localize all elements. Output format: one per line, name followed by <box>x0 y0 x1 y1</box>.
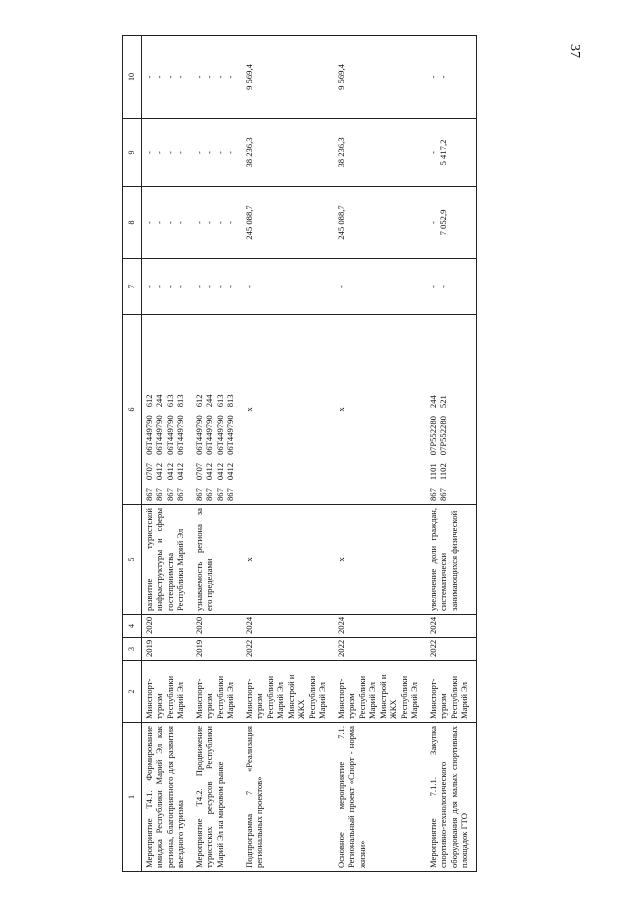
col7-values: - - - - <box>142 259 192 315</box>
col-header: 9 <box>123 119 142 187</box>
expected-result: х <box>242 505 334 615</box>
grbs-code: 867 <box>225 488 236 501</box>
event-title: Мероприятие 7.1.1. Закупка спортивно-технологического оборудования для малых спортивных площадок ГТО <box>426 723 476 872</box>
vr-code: 612 <box>144 394 154 408</box>
end-year: 2024 <box>242 615 334 638</box>
start-year: 2022 <box>334 638 426 661</box>
grbs-code: 867 <box>175 488 186 501</box>
grbs-code: 867 <box>214 488 225 501</box>
rzpr-code: 0412 <box>154 462 165 481</box>
vr-code: 613 <box>164 394 175 408</box>
expected-result: узнаваемость региона за его пределами <box>192 505 242 615</box>
col-header: 2 <box>123 661 142 723</box>
col10-values: - - <box>426 36 476 119</box>
csr-code: 07P552280 <box>427 416 438 456</box>
rzpr-code: 0707 <box>144 462 154 481</box>
col10-values: - - - - <box>192 36 242 119</box>
rzpr-code: 0412 <box>225 462 236 481</box>
csr-code: 06T449790 <box>225 415 236 455</box>
end-year: 2020 <box>142 615 192 638</box>
grbs-code: 867 <box>204 488 215 501</box>
expected-result: х <box>334 505 426 615</box>
grbs-code: 867 <box>154 488 165 501</box>
vr-code: 813 <box>175 394 186 408</box>
col9-values: - 5 417,2 <box>426 119 476 187</box>
rzpr-code: 0412 <box>164 462 175 481</box>
event-title: Мероприятие T4.1. Формирование имиджа Республики Марий Эл как региона, благоприятного для развития въездного туризма <box>142 723 192 872</box>
rzpr-code: 0707 <box>193 462 204 481</box>
csr-code: 06T449790 <box>175 415 186 455</box>
rzpr-code: 0412 <box>214 462 225 481</box>
col8-value: 245 088,7 <box>242 187 334 259</box>
responsible-org: Минспорт-туризм Республики Марий Эл <box>426 661 476 723</box>
csr-code: 06T449790 <box>144 415 154 455</box>
rotated-table-area <box>122 36 638 872</box>
page-number: 37 <box>567 44 582 58</box>
start-year: 2019 <box>142 638 192 661</box>
start-year: 2022 <box>426 638 476 661</box>
subprogram-title: Подпрограмма 7 «Реализация региональных проектов» <box>242 723 334 872</box>
grbs-code: 867 <box>438 488 449 501</box>
budget-codes: х <box>242 315 334 505</box>
column-number-row <box>123 36 142 872</box>
grbs-code: 867 <box>193 488 204 501</box>
col-header: 4 <box>123 615 142 638</box>
grbs-code: 867 <box>144 488 154 501</box>
rzpr-code: 1101 <box>427 463 438 481</box>
vr-code: 244 <box>204 394 215 408</box>
col10-value: 9 569,4 <box>334 36 426 119</box>
col8-values: - - - - <box>192 187 242 259</box>
col9-value: 38 236,3 <box>334 119 426 187</box>
rzpr-code: 0412 <box>175 462 186 481</box>
budget-table <box>122 35 477 872</box>
vr-code: 813 <box>225 394 236 408</box>
rzpr-code: 0412 <box>204 462 215 481</box>
vr-code: 613 <box>214 394 225 408</box>
col7-values: - - <box>426 259 476 315</box>
budget-codes <box>426 315 476 505</box>
responsible-org: Минспорт-туризм Республики Марий Эл <box>192 661 242 723</box>
col8-values: - 7 052,9 <box>426 187 476 259</box>
col8-value: 245 088,7 <box>334 187 426 259</box>
expected-result: развитие туристской инфраструктуры и сферы гостеприимства Республики Марий Эл <box>142 505 192 615</box>
col-header: 10 <box>123 36 142 119</box>
col9-value: 38 236,3 <box>242 119 334 187</box>
vr-code: 521 <box>438 395 449 409</box>
start-year: 2022 <box>242 638 334 661</box>
vr-code: 244 <box>427 395 438 409</box>
end-year: 2024 <box>334 615 426 638</box>
end-year: 2024 <box>426 615 476 638</box>
csr-code: 06T449790 <box>204 415 215 455</box>
col-header: 6 <box>123 315 142 505</box>
table-row <box>426 36 476 872</box>
budget-codes <box>192 315 242 505</box>
col10-value: 9 569,4 <box>242 36 334 119</box>
csr-code: 06T449790 <box>193 415 204 455</box>
csr-code: 06T449790 <box>164 415 175 455</box>
csr-code: 07P552280 <box>438 416 449 456</box>
vr-code: 612 <box>193 394 204 408</box>
grbs-code: 867 <box>427 488 438 501</box>
table-row <box>142 36 192 872</box>
col-header: 1 <box>123 723 142 872</box>
col9-values: - - - - <box>142 119 192 187</box>
table-row <box>334 36 426 872</box>
rzpr-code: 1102 <box>438 463 449 481</box>
event-title: Мероприятие T4.2. Продвижение туристских ресурсов Республики Марий Эл на мировом рынке <box>192 723 242 872</box>
col-header: 7 <box>123 259 142 315</box>
col7-value: - <box>334 259 426 315</box>
col7-value: - <box>242 259 334 315</box>
grbs-code: 867 <box>164 488 175 501</box>
responsible-org: Минспорт-туризм Республики Марий Эл Минстрой и ЖКХ Республики Марий Эл <box>242 661 334 723</box>
budget-codes <box>142 315 192 505</box>
end-year: 2020 <box>192 615 242 638</box>
start-year: 2019 <box>192 638 242 661</box>
csr-code: 06T449790 <box>154 415 165 455</box>
col10-values: - - - - <box>142 36 192 119</box>
col7-values: - - - - <box>192 259 242 315</box>
vr-code: 244 <box>154 394 165 408</box>
budget-codes: х <box>334 315 426 505</box>
expected-result: увеличение доли граждан, систематически занимающихся физической <box>426 505 476 615</box>
col-header: 5 <box>123 505 142 615</box>
responsible-org: Минспорт-туризм Республики Марий Эл Минстрой и ЖКХ Республики Марий Эл <box>334 661 426 723</box>
csr-code: 06T449790 <box>214 415 225 455</box>
col-header: 8 <box>123 187 142 259</box>
responsible-org: Минспорт-туризм Республики Марий Эл <box>142 661 192 723</box>
col8-values: - - - - <box>142 187 192 259</box>
col-header: 3 <box>123 638 142 661</box>
table-row <box>192 36 242 872</box>
table-row <box>242 36 334 872</box>
main-event-title: Основное мероприятие 7.1. Региональный проект «Спорт - норма жизни» <box>334 723 426 872</box>
col9-values: - - - - <box>192 119 242 187</box>
